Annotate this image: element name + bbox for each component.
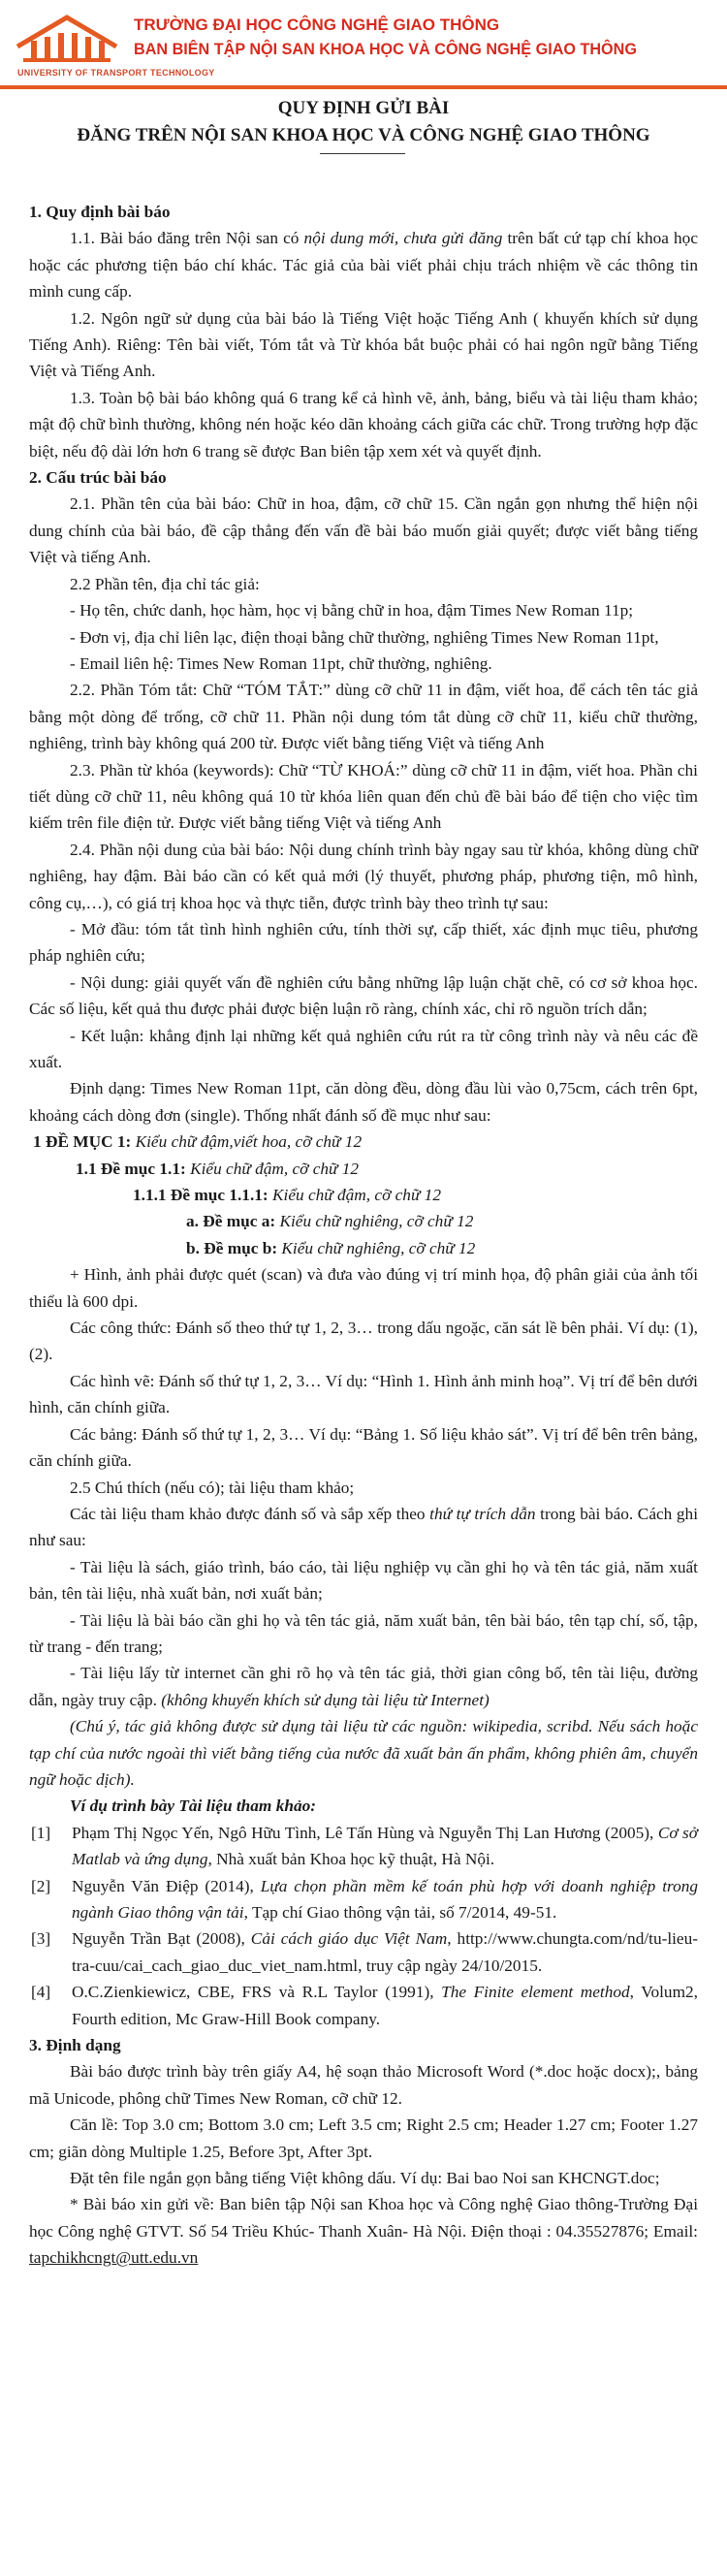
paragraph: - Tài liệu là sách, giáo trình, báo cáo, tài liệu nghiệp vụ cần ghi họ và tên tác giả, năm xuất bản, tên tài liệu, nhà xuất bản, nơi xuất bản; <box>29 1557 698 1604</box>
title-underline <box>320 153 405 154</box>
paragraph: 2.2 Phần tên, địa chỉ tác giả: <box>70 574 260 593</box>
paragraph: 1.2. Ngôn ngữ sử dụng của bài báo là Tiếng Việt hoặc Tiếng Anh ( khuyến khích sử dụng Tiếng Anh). Riêng: Tên bài viết, Tóm tắt và Từ khóa bắt buộc phải có hai ngôn ngữ bằng Tiếng Việt và Tiếng Anh. <box>29 308 698 381</box>
reference-item: [3] Nguyễn Trần Bạt (2008), Cải cách giáo dục Việt Nam, http://www.chungta.com/nd/tu-lieu-tra-cuu/cai_cach_giao_duc_viet_nam.html, truy cập ngày 24/10/2015. <box>31 1929 699 1975</box>
paragraph: Đặt tên file ngắn gọn bằng tiếng Việt không dấu. Ví dụ: Bai bao Noi san KHCNGT.doc; <box>70 2169 660 2188</box>
header-board-name: BAN BIÊN TẬP NỘI SAN KHOA HỌC VÀ CÔNG NGHỆ GIAO THÔNG <box>134 41 637 58</box>
paragraph: Các tài liệu tham khảo được đánh số và sắp xếp theo thứ tự trích dẫn trong bài báo. Cách ghi như sau: <box>29 1504 698 1550</box>
heading-level-1-example: 1 ĐỀ MỤC 1: Kiểu chữ đậm,viết hoa, cỡ chữ 12 <box>33 1132 363 1152</box>
paragraph: Các công thức: Đánh số theo thứ tự 1, 2, 3… trong dấu ngoặc, căn sát lề bên phải. Ví dụ: (1), (2). <box>29 1319 698 1364</box>
reference-item: [4] O.C.Zienkiewicz, CBE, FRS và R.L Taylor (1991), The Finite element method, Volum2, Fourth edition, Mc Graw-Hill Book company. <box>31 1983 698 2028</box>
paragraph: 1.3. Toàn bộ bài báo không quá 6 trang kể cả hình vẽ, ảnh, bảng, biểu và tài liệu tham khảo; mật độ chữ bình thường, không nén hoặc kéo dãn khoảng cách giữa các chữ. Trong trường hợp đặc biệt, nếu độ dài lớn hơn 6 trang sẽ được Ban biên tập xem xét và quyết định. <box>29 388 698 461</box>
page-title: QUY ĐỊNH GỬI BÀI <box>277 98 450 118</box>
note-paragraph: (Chú ý, tác giả không được sử dụng tài liệu từ các nguồn: wikipedia, scribd. Nếu sách hoặc tạp chí của nước ngoài thì viết bằng tiếng của nước đã xuất bản ấn phẩm, không phiên âm, chuyển ngữ hoặc dịch). <box>29 1717 698 1789</box>
paragraph: + Hình, ảnh phải được quét (scan) và đưa vào đúng vị trí minh họa, độ phân giải của ảnh tối thiểu là 600 dpi. <box>29 1265 698 1311</box>
paragraph: Các hình vẽ: Đánh số thứ tự 1, 2, 3… Ví dụ: “Hình 1. Hình ảnh minh hoạ”. Vị trí để bên dưới hình, căn chính giữa. <box>29 1371 698 1417</box>
paragraph: 2.5 Chú thích (nếu có); tài liệu tham khảo; <box>70 1478 355 1497</box>
heading-level-a-example: a. Đề mục a: Kiểu chữ nghiêng, cỡ chữ 12 <box>186 1212 474 1231</box>
paragraph: 2.4. Phần nội dung của bài báo: Nội dung chính trình bày ngay sau từ khóa, không dùng chữ nghiêng, hay đậm. Bài báo cần có kết quả mới (lý thuyết, phương pháp, phương tiện, mô hình, công cụ,…), có giá trị khoa học và thực tiễn, được trình bày theo trình tự sau: <box>29 840 698 912</box>
paragraph: - Tài liệu là bài báo cần ghi họ và tên tác giả, năm xuất bản, tên bài báo, tên tạp chí, số, tập, từ trang - đến trang; <box>29 1610 698 1656</box>
paragraph: - Kết luận: khẳng định lại những kết quả nghiên cứu rút ra từ công trình này và nêu các đề xuất. <box>29 1026 698 1071</box>
page-subtitle: ĐĂNG TRÊN NỘI SAN KHOA HỌC VÀ CÔNG NGHỆ GIAO THÔNG <box>77 125 650 145</box>
paragraph: Các bảng: Đánh số thứ tự 1, 2, 3… Ví dụ: “Bảng 1. Số liệu khảo sát”. Vị trí để bên trên bảng, căn chính giữa. <box>29 1424 698 1471</box>
header-university-name: TRƯỜNG ĐẠI HỌC CÔNG NGHỆ GIAO THÔNG <box>134 16 500 34</box>
section-3-heading: 3. Định dạng <box>29 2036 121 2055</box>
logo-caption: UNIVERSITY OF TRANSPORT TECHNOLOGY <box>17 68 215 78</box>
document-body <box>29 199 698 2272</box>
heading-level-b-example: b. Đề mục b: Kiểu chữ nghiêng, cỡ chữ 12 <box>186 1238 476 1257</box>
paragraph: - Họ tên, chức danh, học hàm, học vị bằng chữ in hoa, đậm Times New Roman 11p; <box>70 601 634 620</box>
paragraph: Bài báo được trình bày trên giấy A4, hệ soạn thảo Microsoft Word (*.doc hoặc docx);, bảng mã Unicode, phông chữ Times New Roman, cỡ chữ 12. <box>29 2062 698 2108</box>
header-divider <box>0 85 727 89</box>
paragraph: - Đơn vị, địa chỉ liên lạc, điện thoại bằng chữ thường, nghiêng Times New Roman 11pt, <box>70 627 659 647</box>
paragraph: - Email liên hệ: Times New Roman 11pt, chữ thường, nghiêng. <box>70 653 492 673</box>
reference-item: [1] Phạm Thị Ngọc Yến, Ngô Hữu Tình, Lê Tấn Hùng và Nguyễn Thị Lan Hương (2005), Cơ sở Matlab và ứng dụng, Nhà xuất bản Khoa học kỹ thuật, Hà Nội. <box>31 1823 698 1869</box>
paragraph: Định dạng: Times New Roman 11pt, căn dòng đều, dòng đầu lùi vào 0,75cm, cách trên 6pt, khoảng cách dòng đơn (single). Thống nhất đánh số đề mục như sau: <box>29 1079 698 1125</box>
paragraph: Căn lề: Top 3.0 cm; Bottom 3.0 cm; Left 3.5 cm; Right 2.5 cm; Header 1.27 cm; Footer 1.27 cm; giãn dòng Multiple 1.25, Before 3pt, After 3pt. <box>29 2115 698 2161</box>
paragraph: 2.1. Phần tên của bài báo: Chữ in hoa, đậm, cỡ chữ 15. Cần ngắn gọn nhưng thể hiện nội dung chính của bài báo, đề cập thẳng đến vấn đề bài báo muốn giải quyết; được viết bằng tiếng Việt và tiếng Anh. <box>29 494 698 567</box>
paragraph: - Mở đầu: tóm tắt tình hình nghiên cứu, tính thời sự, cấp thiết, xác định mục tiêu, phương pháp nghiên cứu; <box>29 919 698 966</box>
reference-item: [2] Nguyễn Văn Điệp (2014), Lựa chọn phần mềm kế toán phù hợp với doanh nghiệp trong ngành Giao thông vận tải, Tạp chí Giao thông vận tải, số 7/2014, 49-51. <box>31 1876 698 1922</box>
paragraph: * Bài báo xin gửi về: Ban biên tập Nội san Khoa học và Công nghệ Giao thông-Trường Đại học Công nghệ GTVT. Số 54 Triều Khúc- Thanh Xuân- Hà Nội. Điện thoại : 04.35527876; Email: tapchikhcngt@utt.edu.vn <box>29 2195 698 2268</box>
contact-email-link[interactable]: tapchikhcngt@utt.edu.vn <box>29 2248 199 2268</box>
university-logo <box>10 8 124 66</box>
paragraph: 2.2. Phần Tóm tắt: Chữ “TÓM TẮT:” dùng cỡ chữ 11 in đậm, viết hoa, để cách tên tác giả bằng một dòng để trống, cỡ chữ 11. Phần nội dung tóm tắt dùng cỡ chữ 11, kiểu chữ thường, nghiêng, trình bày không quá 200 từ. Được viết bằng tiếng Việt và tiếng Anh <box>29 681 698 753</box>
reference-example-heading: Ví dụ trình bày Tài liệu tham khảo: <box>70 1797 316 1816</box>
paragraph: - Nội dung: giải quyết vấn đề nghiên cứu bằng những lập luận chặt chẽ, có cơ sở khoa học. Các số liệu, kết quả thu được phải được biện luận rõ ràng, chính xác, chỉ rõ nguồn trích dẫn; <box>29 972 698 1019</box>
section-1-heading: 1. Quy định bài báo <box>29 203 171 221</box>
paragraph: - Tài liệu lấy từ internet cần ghi rõ họ và tên tác giả, thời gian công bố, tên tài liệu, đường dẫn, ngày truy cập. (không khuyến khích sử dụng tài liệu từ Internet) <box>29 1664 698 1709</box>
page-header <box>0 0 727 89</box>
heading-level-3-example: 1.1.1 Đề mục 1.1.1: Kiểu chữ đậm, cỡ chữ 12 <box>133 1186 441 1205</box>
section-2-heading: 2. Cấu trúc bài báo <box>29 468 167 488</box>
heading-level-2-example: 1.1 Đề mục 1.1: Kiểu chữ đậm, cỡ chữ 12 <box>76 1159 360 1178</box>
paragraph: 2.3. Phần từ khóa (keywords): Chữ “TỪ KHOÁ:” dùng cỡ chữ 11 in đậm, viết hoa. Phần chi tiết dùng cỡ chữ 11, nêu không quá 10 từ khóa liên quan đến chủ đề bài báo để tiện cho việc tìm kiếm trên file điện tử. Được viết bằng tiếng Việt và tiếng Anh <box>29 760 698 833</box>
paragraph: 1.1. Bài báo đăng trên Nội san có nội dung mới, chưa gửi đăng trên bất cứ tạp chí khoa học hoặc các phương tiện báo chí khác. Tác giả của bài viết phải chịu trách nhiệm về các thông tin mình cung cấp. <box>29 229 698 302</box>
